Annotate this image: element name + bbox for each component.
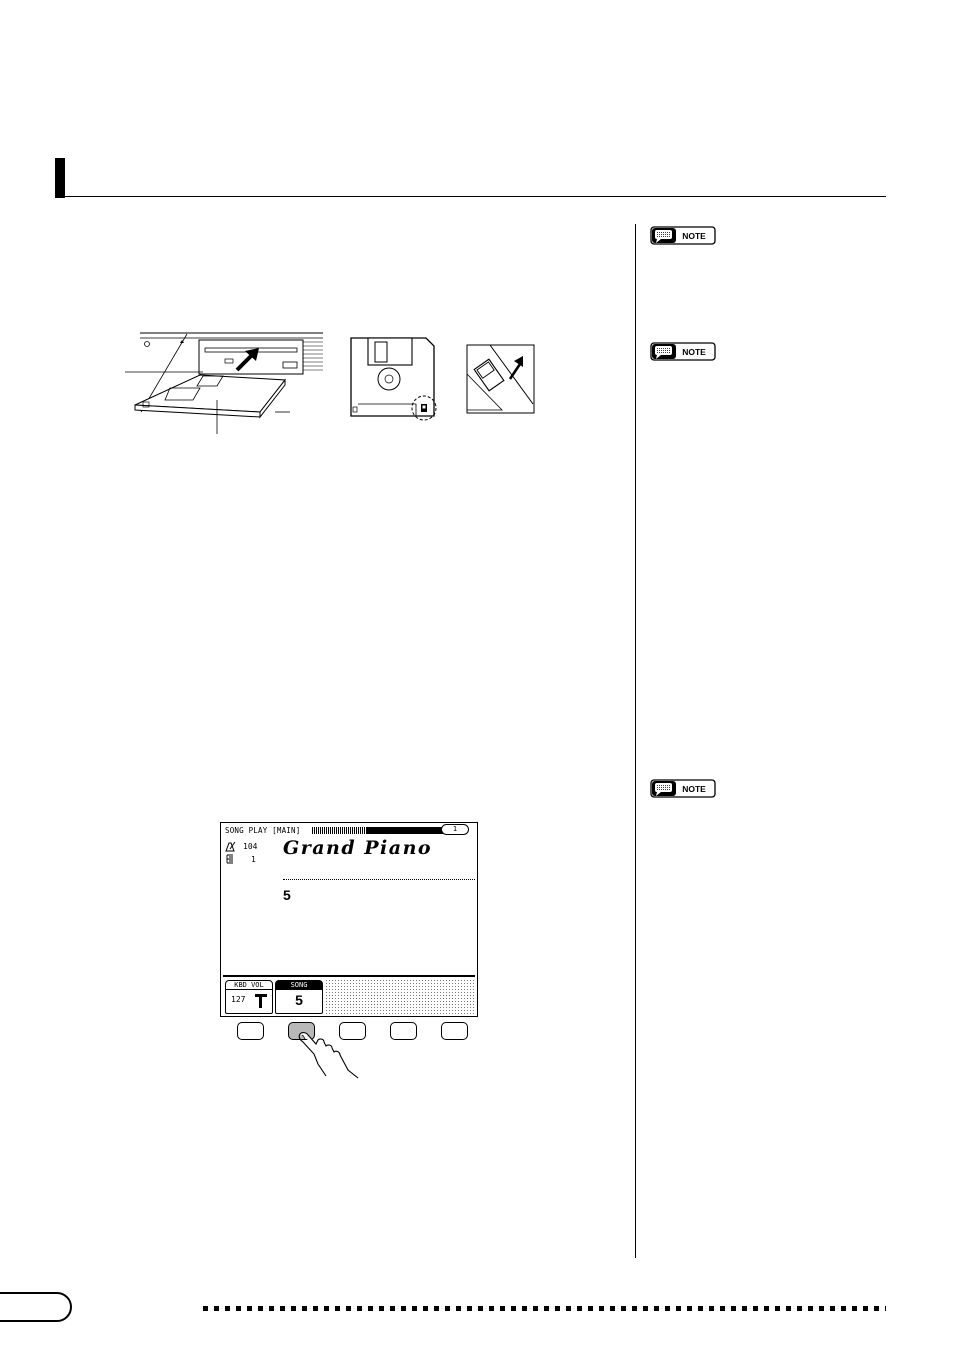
lcd-title: SONG PLAY [MAIN] [225, 826, 301, 835]
note-badge [650, 779, 716, 799]
lcd-song-number: 5 [283, 887, 291, 903]
write-protect-tab-icon [466, 344, 536, 414]
lcd-button-1[interactable] [237, 1022, 264, 1040]
note-badge [650, 342, 716, 362]
metronome-icon [224, 840, 240, 866]
lcd-tab-label: SONG [276, 981, 322, 990]
lcd-tab-value: 5 [295, 992, 303, 1008]
note-label: NOTE [682, 784, 706, 794]
lcd-tempo-value: 104 [243, 842, 258, 851]
page-number-tab [0, 1292, 72, 1322]
lcd-measure-value: 1 [251, 855, 256, 864]
margin-column-divider [635, 224, 636, 1258]
lcd-empty-area [325, 979, 475, 1014]
section-header-bar [55, 158, 65, 198]
note-icon [650, 342, 716, 362]
lcd-tab-separator [223, 975, 475, 977]
note-badge [650, 226, 716, 246]
lcd-tab-label: KBD VOL [226, 981, 272, 990]
lcd-tab-kbd-vol [225, 980, 273, 1014]
note-label: NOTE [682, 347, 706, 357]
lcd-display [220, 822, 478, 1017]
floppy-disk-icon [348, 334, 438, 424]
note-icon [650, 226, 716, 246]
pressing-hand-icon [296, 1030, 366, 1080]
lcd-page-pill: 1 [441, 824, 469, 835]
footer-dotted-rule [203, 1306, 886, 1311]
section-header-rule [55, 196, 886, 197]
note-label: NOTE [682, 231, 706, 241]
note-icon [650, 779, 716, 799]
lcd-tab-song [275, 980, 323, 1014]
lcd-button-5[interactable] [441, 1022, 468, 1040]
lcd-voice-name: Grand Piano [283, 837, 433, 859]
volume-fader-icon [254, 993, 268, 1009]
disk-insertion-illustration [125, 330, 325, 440]
lcd-title-bar-pattern [311, 827, 367, 834]
lcd-button-4[interactable] [390, 1022, 417, 1040]
lcd-divider [283, 879, 475, 880]
lcd-tab-value: 127 [231, 995, 246, 1004]
